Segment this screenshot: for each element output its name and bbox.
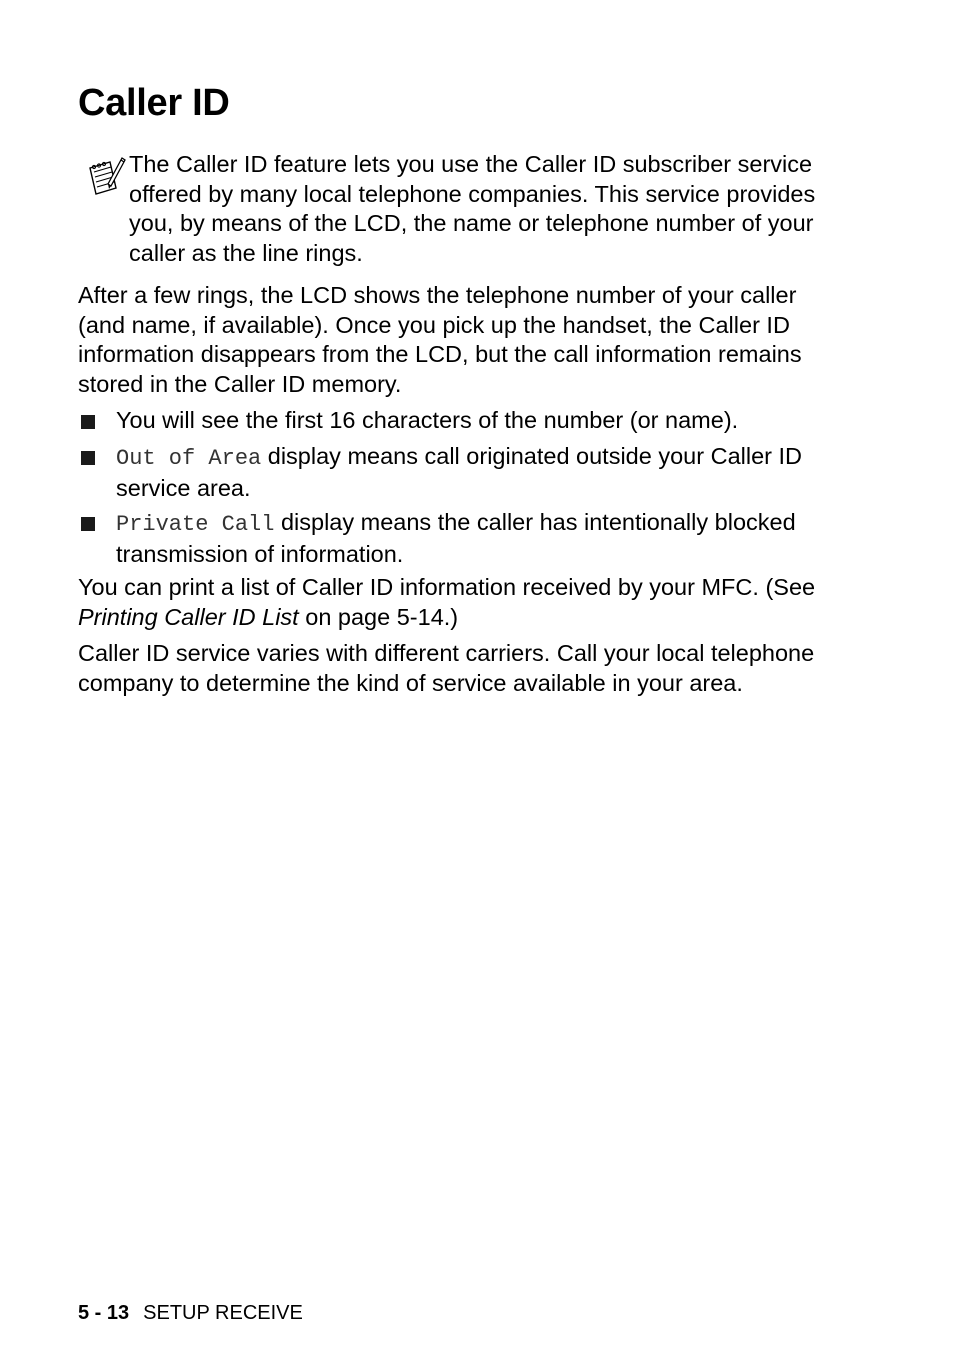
print-list-text: You can print a list of Caller ID information received by your MFC. (See [78,574,816,600]
bullet-item-private-call [78,508,838,569]
bullet-body: display means call originated outside your Caller ID service area. [116,443,802,501]
note-box [86,150,846,268]
print-list-paragraph [78,573,838,632]
note-pencil-icon [86,154,126,198]
section-name: SETUP RECEIVE [143,1302,303,1324]
bullet-text [116,406,836,436]
page-footer [78,1301,303,1325]
bullet-item-out-of-area [78,442,838,503]
bullet-item-first-16-characters [78,406,838,436]
page-title: Caller ID [78,82,230,124]
bullet-body: You will see the first 16 characters of the number (or name). [116,407,739,433]
page-number: 5 - 13 [78,1302,130,1324]
square-bullet-icon [81,415,95,429]
square-bullet-icon [81,517,95,531]
carriers-paragraph: Caller ID service varies with different carriers. Call your local telephone company to determine the kind of service available in your area. [78,640,815,696]
bullet-text [116,442,836,503]
intro-paragraph: After a few rings, the LCD shows the telephone number of your caller (and name, if available). Once you pick up the handset, the Caller ID information disappears from the LCD, but the call information remains stored in the Caller ID memory. [78,282,802,397]
square-bullet-icon [81,451,95,465]
cross-reference-link[interactable]: Printing Caller ID List [78,603,299,630]
lcd-message-out-of-area: Out of Area [116,446,262,471]
bullet-body: display means the caller has intentionally blocked transmission of information. [116,509,796,567]
bullet-text [116,508,836,569]
note-text: The Caller ID feature lets you use the Caller ID subscriber service offered by many local telephone companies. This service provides you, by means of the LCD, the name or telephone number of your caller as the line rings. [129,151,816,266]
lcd-message-private-call: Private Call [116,512,275,537]
print-list-text-after: on page 5-14.) [298,603,459,630]
